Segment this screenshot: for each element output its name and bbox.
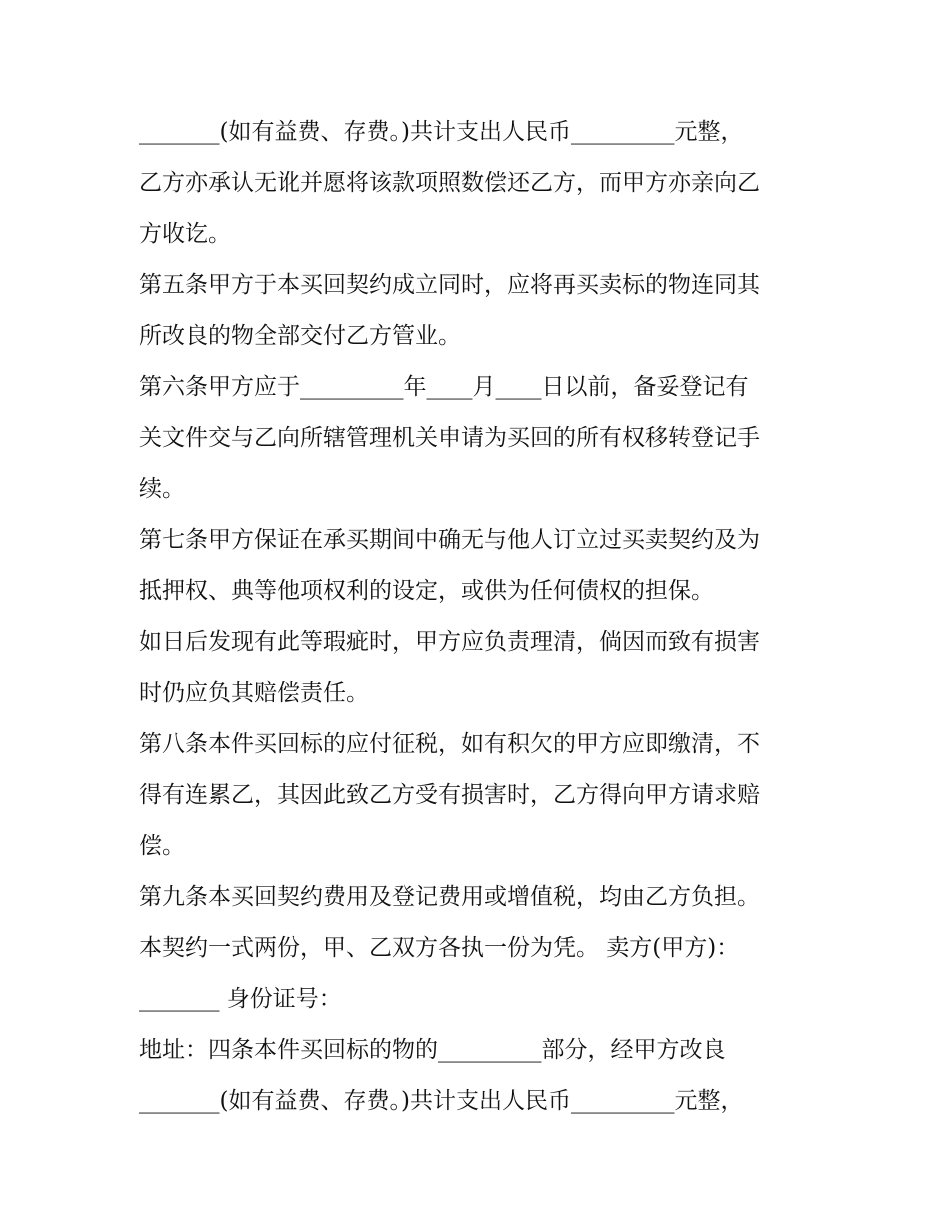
text-line: 得有连累乙，其因此致乙方受有损害时，乙方得向甲方请求赔: [139, 782, 760, 808]
text-line: 第七条甲方保证在承买期间中确无与他人订立过买卖契约及为: [139, 527, 760, 553]
text-line: 方收讫。: [139, 221, 231, 247]
text-line: 关文件交与乙向所辖管理机关申请为买回的所有权移转登记手: [139, 425, 760, 451]
text-line: 续。: [139, 476, 185, 502]
text-line: 第九条本买回契约费用及登记费用或增值税，均由乙方负担。: [139, 884, 760, 910]
document-body: [139, 107, 819, 1127]
text-line: 所改良的物全部交付乙方管业。: [139, 323, 461, 349]
text-line: 第八条本件买回标的应付征税，如有积欠的甲方应即缴清，不: [139, 731, 760, 757]
text-line: 地址：四条本件买回标的物的_________部分，经甲方改良: [139, 1037, 726, 1063]
text-line: 第六条甲方应于_________年____月____日以前，备妥登记有: [139, 374, 749, 400]
text-line: 乙方亦承认无讹并愿将该款项照数偿还乙方，而甲方亦亲向乙: [139, 170, 760, 196]
text-line: _______(如有益费、存费。)共计支出人民币_________元整，: [139, 1088, 744, 1114]
text-line: 本契约一式两份，甲、乙双方各执一份为凭。 卖方(甲方)：: [139, 935, 740, 961]
text-line: 第五条甲方于本买回契约成立同时，应将再买卖标的物连同其: [139, 272, 760, 298]
text-line: _______ 身份证号：: [139, 986, 342, 1012]
text-line: 时仍应负其赔偿责任。: [139, 680, 369, 706]
text-line: 抵押权、典等他项权利的设定，或供为任何债权的担保。: [139, 578, 714, 604]
text-line: 如日后发现有此等瑕疵时，甲方应负责理清，倘因而致有损害: [139, 629, 760, 655]
text-line: 偿。: [139, 833, 185, 859]
text-line: _______(如有益费、存费。)共计支出人民币_________元整，: [139, 119, 744, 145]
